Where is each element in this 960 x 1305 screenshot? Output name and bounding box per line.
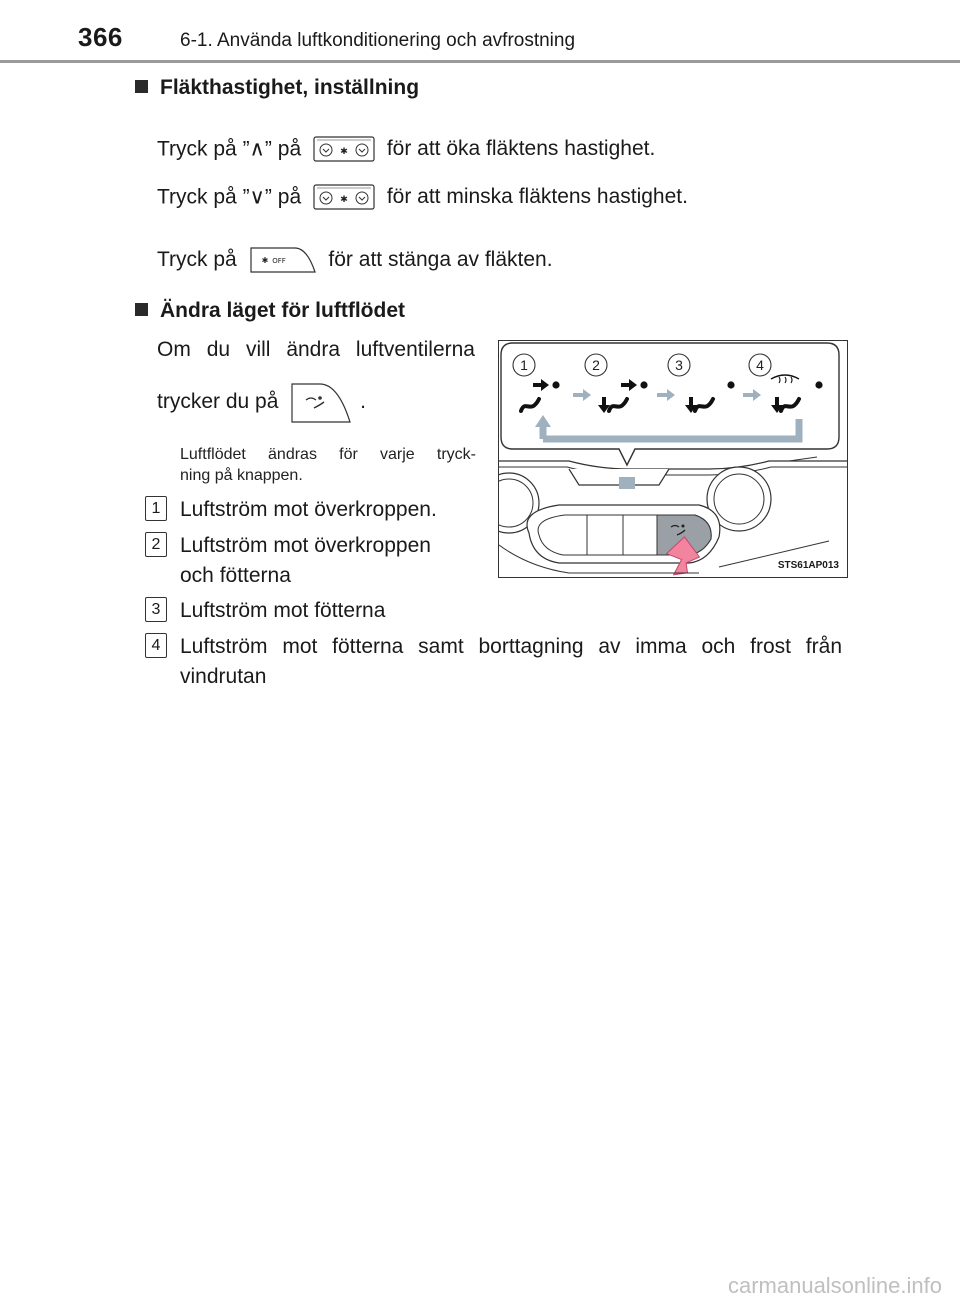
airflow-mode-button-icon	[290, 380, 352, 424]
mode-number: 2	[592, 357, 600, 373]
airflow-note: Luftflödet ändras för varje tryck- ning på knappen.	[180, 446, 476, 484]
fan-section-title: Fläkthastighet, inställning	[135, 76, 419, 100]
list-item: Luftström mot fötterna	[180, 599, 386, 622]
item-number-badge: 4	[145, 633, 167, 658]
fan-off-button-icon	[249, 246, 317, 274]
airflow-mode-illustration	[498, 340, 848, 578]
list-item: Luftström mot överkroppen.	[180, 498, 437, 521]
svg-text:✱: ✱	[261, 256, 268, 265]
mode-number: 1	[520, 357, 528, 373]
section-bullet-icon	[135, 303, 148, 316]
dashboard-illustration	[499, 341, 847, 577]
watermark: carmanualsonline.info	[727, 1273, 942, 1298]
header-divider	[0, 60, 960, 63]
item-number-badge: 2	[145, 532, 167, 557]
fan-off-line: Tryck på ✱ OFF för att stänga av fläkten.	[157, 246, 553, 274]
section-bullet-icon	[135, 80, 148, 93]
fan-decrease-line: Tryck på ”∨” på ✱ för att minska fläktens hastighet.	[157, 185, 688, 209]
fan-speed-button-icon	[313, 136, 375, 162]
figure-code: STS61AP013	[777, 560, 839, 571]
airflow-intro-line2: trycker du på .	[157, 380, 366, 424]
item-number-badge: 1	[145, 496, 167, 521]
svg-text:✱: ✱	[340, 147, 348, 157]
page-number: 366	[78, 22, 123, 52]
item-number-badge: 3	[145, 597, 167, 622]
mode-number: 4	[756, 357, 764, 373]
airflow-intro-line1: Om du vill ändra luftventilerna	[157, 338, 475, 361]
svg-text:OFF: OFF	[271, 257, 286, 265]
fan-increase-line: Tryck på ”∧” på ✱ för att öka fläktens hastighet.	[157, 137, 656, 161]
list-item: Luftström mot överkroppen och fötterna	[180, 534, 431, 587]
fan-speed-button-icon	[313, 184, 375, 210]
airflow-section-title: Ändra läget för luftflödet	[135, 299, 405, 323]
vent-indicator	[619, 477, 635, 489]
svg-text:✱: ✱	[340, 195, 348, 205]
chapter-title: 6-1. Använda luftkonditionering och avfrostning	[180, 30, 576, 51]
list-item: Luftström mot fötterna samt borttagning av imma och frost från vindrutan	[180, 635, 842, 688]
mode-number: 3	[675, 357, 683, 373]
